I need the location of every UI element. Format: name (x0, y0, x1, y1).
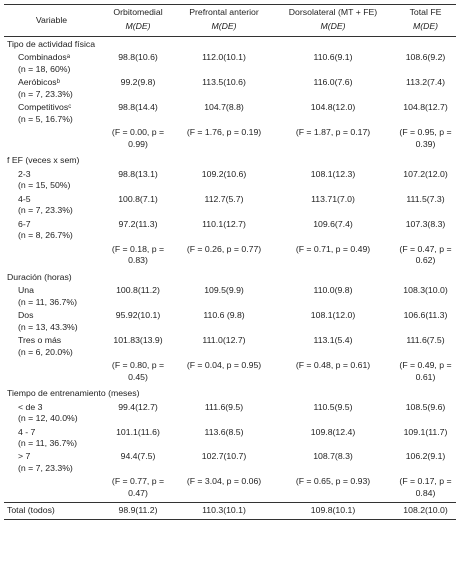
cell: 107.2(12.0) (403, 168, 448, 179)
total-row (4, 503, 456, 519)
subheader-mde: M(DE) (99, 19, 177, 36)
cell: 98.8(10.6) (118, 52, 158, 63)
row-label (4, 334, 99, 359)
row-n: (n = 15, 50%) (18, 180, 71, 191)
cell: 101.1(11.6) (116, 426, 160, 437)
header-orbitomedial: Orbitomedial (99, 5, 177, 20)
cell: 113.5(10.6) (202, 77, 246, 88)
row-label-text: 2-3 (18, 168, 31, 179)
row-label-text: 4-5 (18, 193, 31, 204)
section-title-row (4, 36, 456, 51)
row-label (4, 101, 99, 126)
cell: 109.8(10.1) (271, 503, 395, 519)
row-label-text: Aeróbicosᵇ (18, 77, 60, 88)
stat-cell: (F = 0.80, p = 0.45) (111, 360, 165, 382)
cell: 116.0(7.6) (313, 77, 353, 88)
table-row (4, 101, 456, 126)
cell: 104.8(12.7) (403, 102, 448, 113)
cell: 108.7(8.3) (313, 451, 353, 462)
cell: 106.2(9.1) (405, 451, 446, 462)
stat-cell: (F = 3.04, p = 0.06) (186, 476, 262, 487)
cell: 111.6(7.5) (406, 335, 445, 346)
row-label-text: > 7 (18, 451, 31, 462)
stat-cell: (F = 0.49, p = 0.61) (399, 360, 452, 382)
cell: 108.3(10.0) (403, 285, 448, 296)
stat-cell: (F = 1.76, p = 0.19) (186, 127, 262, 138)
subheader-mde: M(DE) (395, 19, 456, 36)
cell: 97.2(11.3) (118, 218, 158, 229)
cell: 110.6(9.1) (313, 52, 353, 63)
row-n: (n = 11, 36.7%) (18, 437, 77, 448)
header-prefrontal: Prefrontal anterior (177, 5, 271, 20)
section-title-row (4, 153, 456, 167)
row-label-text: 6-7 (18, 218, 31, 229)
row-label-text: Dos (18, 310, 34, 321)
table-row (4, 450, 456, 475)
row-label-text: Competitivosᶜ (18, 102, 72, 113)
row-label (4, 309, 99, 334)
header-total-fe: Total FE (395, 5, 456, 20)
section-title-row (4, 270, 456, 284)
header-variable: Variable (4, 5, 99, 37)
cell: 104.7(8.8) (204, 102, 244, 113)
stat-cell: (F = 0.04, p = 0.95) (186, 360, 262, 371)
row-n: (n = 7, 23.3%) (18, 462, 73, 473)
cell: 99.4(12.7) (118, 401, 158, 412)
cell: 100.8(7.1) (118, 193, 158, 204)
cell: 107.3(8.3) (405, 218, 446, 229)
stat-cell: (F = 0.18, p = 0.83) (111, 243, 165, 266)
stat-cell: (F = 0.77, p = 0.47) (111, 476, 165, 498)
row-n: (n = 18, 60%) (18, 63, 71, 74)
cell: 104.8(12.0) (310, 102, 356, 113)
subheader-mde: M(DE) (177, 19, 271, 36)
cell: 112.7(5.7) (204, 193, 244, 204)
row-label (4, 193, 99, 218)
cell: 95.92(10.1) (115, 310, 161, 321)
stat-cell: (F = 1.87, p = 0.17) (295, 127, 371, 138)
table-row (4, 76, 456, 101)
cell: 110.0(9.8) (313, 285, 353, 296)
row-n: (n = 7, 23.3%) (18, 205, 73, 216)
cell: 111.6(9.5) (204, 401, 244, 412)
row-label (4, 401, 99, 426)
cell: 111.5(7.3) (406, 193, 445, 204)
section-title-row (4, 386, 456, 400)
row-n: (n = 8, 26.7%) (18, 230, 73, 241)
cell: 108.1(12.0) (310, 310, 356, 321)
section-title: f EF (veces x sem) (7, 155, 80, 166)
stat-cell: (F = 0.47, p = 0.62) (399, 243, 452, 266)
cell: 113.71(7.0) (311, 193, 355, 204)
cell: 113.2(7.4) (406, 77, 445, 88)
cell: 98.8(14.4) (118, 102, 158, 113)
row-label-text: Una (18, 285, 34, 296)
row-label (4, 51, 99, 76)
cell: 98.9(11.2) (99, 503, 177, 519)
cell: 113.6(8.5) (204, 426, 244, 437)
row-n: (n = 7, 23.3%) (18, 88, 73, 99)
total-label: Total (todos) (4, 503, 99, 519)
header-row (4, 5, 456, 20)
results-table (4, 4, 456, 520)
row-label (4, 168, 99, 193)
row-n: (n = 12, 40.0%) (18, 413, 78, 424)
stat-cell: (F = 0.71, p = 0.49) (295, 243, 371, 254)
section-title: Tipo de actividad física (7, 38, 96, 49)
cell: 108.5(9.6) (405, 401, 446, 412)
stat-cell: (F = 0.65, p = 0.93) (295, 476, 371, 487)
cell: 110.6 (9.8) (203, 310, 245, 321)
stat-cell: (F = 0.95, p = 0.39) (399, 127, 452, 149)
cell: 109.2(10.6) (201, 168, 247, 179)
cell: 100.8(11.2) (116, 285, 160, 296)
row-n: (n = 5, 16.7%) (18, 113, 73, 124)
row-label (4, 76, 99, 101)
table-row (4, 309, 456, 334)
row-label-text: Combinadosᵃ (18, 52, 71, 63)
stat-row (4, 475, 456, 502)
stat-cell: (F = 0.00, p = 0.99) (111, 127, 165, 149)
cell: 109.1(11.7) (403, 426, 448, 437)
table-row (4, 168, 456, 193)
row-label-text: 4 - 7 (18, 426, 36, 437)
row-label (4, 284, 99, 309)
row-label (4, 218, 99, 243)
row-label-text: < de 3 (18, 401, 43, 412)
row-n: (n = 13, 43.3%) (18, 321, 78, 332)
table-row (4, 426, 456, 451)
cell: 98.8(13.1) (118, 168, 158, 179)
stat-row (4, 359, 456, 386)
table-row (4, 218, 456, 243)
row-label-text: Tres o más (18, 335, 62, 346)
cell: 108.1(12.3) (310, 168, 356, 179)
section-title: Duración (horas) (7, 271, 72, 282)
cell: 109.5(9.9) (204, 285, 244, 296)
stat-cell: (F = 0.26, p = 0.77) (186, 243, 262, 254)
header-dorsolateral: Dorsolateral (MT + FE) (271, 5, 395, 20)
table-row (4, 193, 456, 218)
row-label (4, 450, 99, 475)
subheader-mde: M(DE) (271, 19, 395, 36)
stat-cell: (F = 0.48, p = 0.61) (295, 360, 371, 371)
row-n: (n = 6, 20.0%) (18, 346, 73, 357)
cell: 111.0(12.7) (202, 335, 246, 346)
cell: 109.8(12.4) (310, 426, 356, 437)
cell: 110.5(9.5) (313, 401, 353, 412)
stat-row (4, 126, 456, 153)
table-row (4, 284, 456, 309)
cell: 110.1(12.7) (202, 218, 246, 229)
cell: 113.1(5.4) (313, 335, 353, 346)
cell: 94.4(7.5) (120, 451, 156, 462)
cell: 108.6(9.2) (405, 52, 446, 63)
table-row (4, 334, 456, 359)
row-label (4, 426, 99, 451)
table-row (4, 401, 456, 426)
stat-cell: (F = 0.17, p = 0.84) (399, 476, 452, 498)
table-row (4, 51, 456, 76)
row-n: (n = 11, 36.7%) (18, 296, 77, 307)
cell: 99.2(9.8) (120, 77, 156, 88)
stat-row (4, 243, 456, 270)
cell: 108.2(10.0) (395, 503, 456, 519)
section-title: Tiempo de entrenamiento (meses) (7, 388, 140, 399)
cell: 110.3(10.1) (177, 503, 271, 519)
cell: 112.0(10.1) (202, 52, 246, 63)
cell: 102.7(10.7) (201, 451, 247, 462)
cell: 109.6(7.4) (313, 218, 353, 229)
cell: 106.6(11.3) (403, 310, 448, 321)
cell: 101.83(13.9) (113, 335, 163, 346)
